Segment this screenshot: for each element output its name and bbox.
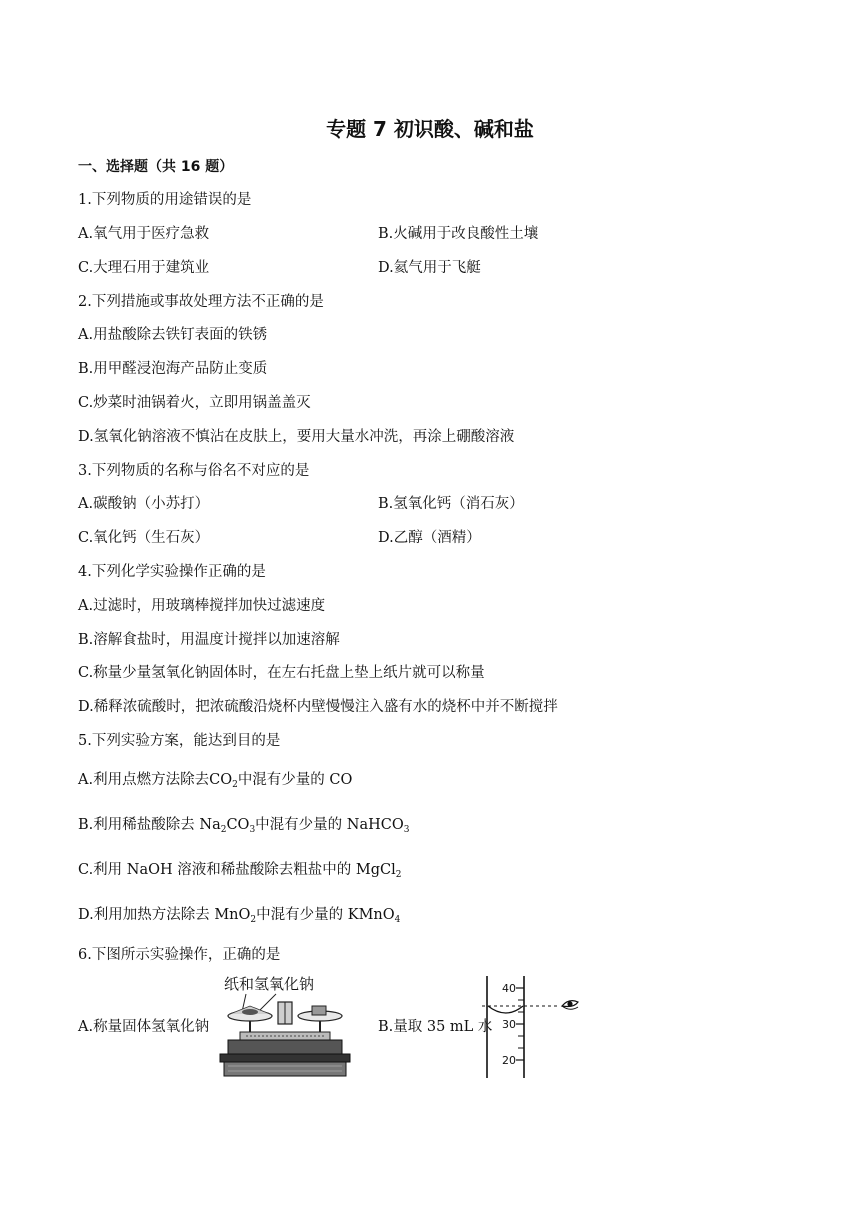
- question-3-option-b: B.氢氧化钙（消石灰）: [378, 496, 524, 512]
- question-3-option-c: C.氧化钙（生石灰）: [78, 530, 210, 546]
- question-4-stem: 4.下列化学实验操作正确的是: [78, 564, 266, 580]
- formula: KMnO: [347, 907, 395, 923]
- question-5-option-a: [78, 770, 352, 790]
- question-5-option-d: [78, 905, 400, 925]
- formula: CO: [209, 772, 233, 788]
- option-text: 中混有少量的: [255, 817, 347, 833]
- question-3-option-a: A.碳酸钠（小苏打）: [78, 496, 210, 512]
- question-1-option-c: C.大理石用于建筑业: [78, 260, 210, 276]
- question-3-option-d: D.乙醇（酒精）: [378, 530, 481, 546]
- question-1-option-b: B.火碱用于改良酸性土壤: [378, 226, 539, 242]
- tick-label-20: 20: [502, 1054, 516, 1067]
- question-4-option-b: B.溶解食盐时，用温度计搅拌以加速溶解: [78, 632, 340, 648]
- balance-figure: [216, 972, 352, 1080]
- subscript: 2: [232, 780, 238, 790]
- question-2-option-a: A.用盐酸除去铁钉表面的铁锈: [78, 327, 268, 343]
- subscript: 2: [395, 870, 402, 880]
- question-1-option-d: D.氦气用于飞艇: [378, 260, 481, 276]
- question-4-option-c: C.称量少量氢氧化钠固体时，在左右托盘上垫上纸片就可以称量: [78, 665, 485, 681]
- formula: MgCl: [355, 862, 396, 878]
- question-4-option-d: D.稀释浓硫酸时，把浓硫酸沿烧杯内壁慢慢注入盛有水的烧杯中并不断搅拌: [78, 699, 558, 715]
- tick-label-30: 30: [502, 1018, 516, 1031]
- question-1-stem: 1.下列物质的用途错误的是: [78, 192, 252, 208]
- tick-label-40: 40: [502, 982, 516, 995]
- option-text: A.利用点燃方法除去: [78, 772, 210, 788]
- formula: Na: [199, 817, 221, 833]
- question-2-option-b: B.用甲醛浸泡海产品防止变质: [78, 361, 268, 377]
- formula: NaHCO: [346, 817, 404, 833]
- question-6-option-a: A.称量固体氢氧化钠: [78, 1019, 210, 1035]
- question-2-option-c: C.炒菜时油锅着火，立即用锅盖盖灭: [78, 395, 311, 411]
- question-5-option-b: [78, 815, 409, 835]
- option-text: C.利用 NaOH 溶液和稀盐酸除去粗盐中的: [78, 862, 356, 878]
- question-5-stem: 5.下列实验方案，能达到目的是: [78, 733, 281, 749]
- option-text: 中混有少量的 CO: [237, 772, 353, 788]
- subscript: 2: [250, 915, 257, 925]
- question-5-option-c: [78, 860, 402, 880]
- question-6-stem: 6.下图所示实验操作，正确的是: [78, 947, 281, 963]
- question-3-stem: 3.下列物质的名称与俗名不对应的是: [78, 463, 310, 479]
- formula: CO: [226, 817, 250, 833]
- question-2-option-d: D.氢氧化钠溶液不慎沾在皮肤上，要用大量水冲洗，再涂上硼酸溶液: [78, 429, 515, 445]
- subscript: 3: [249, 825, 256, 835]
- eye-icon: [562, 1001, 578, 1010]
- option-text: 中混有少量的: [256, 907, 348, 923]
- subscript: 4: [394, 915, 401, 925]
- question-4-option-a: A.过滤时，用玻璃棒搅拌加快过滤速度: [78, 598, 326, 614]
- question-1-option-a: A.氧气用于医疗急救: [78, 226, 210, 242]
- subscript: 3: [403, 825, 410, 835]
- graduated-cylinder-figure: [482, 974, 582, 1082]
- figure-label: 纸和氢氧化钠: [224, 975, 315, 993]
- question-6-option-b: B.量取 35 mL 水: [378, 1019, 493, 1035]
- formula: MnO: [214, 907, 251, 923]
- section-heading: 一、选择题（共 16 题）: [78, 159, 234, 175]
- page-title: 专题 7 初识酸、碱和盐: [326, 117, 534, 141]
- option-text: D.利用加热方法除去: [78, 907, 215, 923]
- subscript: 2: [220, 825, 227, 835]
- option-text: B.利用稀盐酸除去: [78, 817, 200, 833]
- question-2-stem: 2.下列措施或事故处理方法不正确的是: [78, 294, 324, 310]
